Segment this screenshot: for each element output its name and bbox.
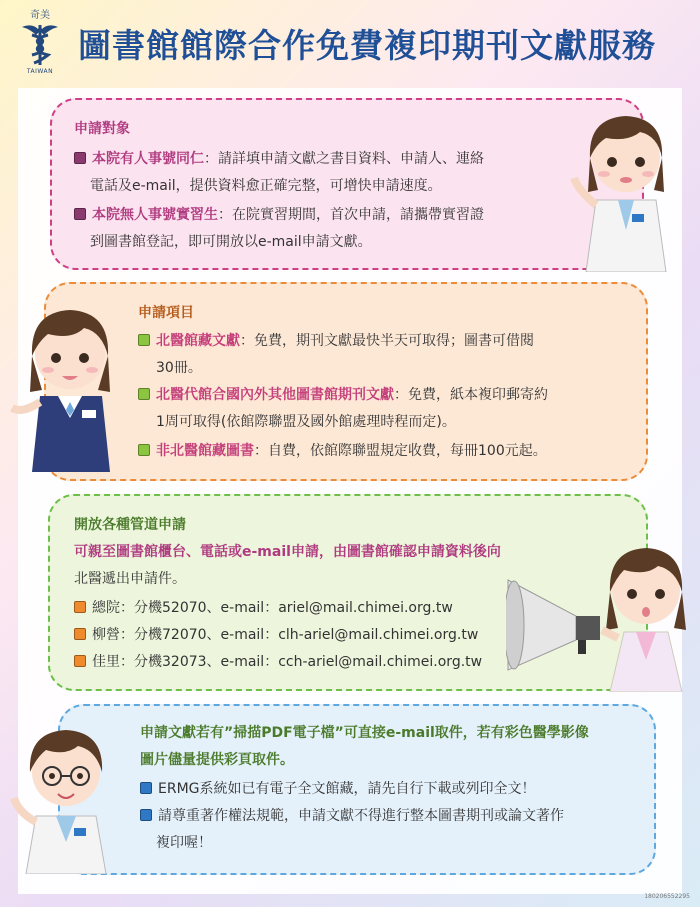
item-continuation: 到圖書館登記，即可開放以e-mail申請文獻。 — [90, 234, 372, 250]
item-label: 北醫代館合國內外其他圖書館期刊文獻 — [156, 387, 394, 403]
list-item — [140, 778, 536, 798]
list-item — [138, 440, 547, 460]
section-title: 申請對象 — [74, 121, 130, 137]
item-text: ：免費，紙本複印郵寄約 — [394, 387, 548, 403]
item-label: 北醫館藏文獻 — [156, 333, 240, 349]
intro-text: 申請文獻若有”掃描PDF電子檔”可直接e-mail取件，若有彩色醫學影像 — [140, 725, 589, 741]
contact-item — [74, 624, 478, 644]
logo-text-top: 奇美 — [30, 10, 50, 21]
page-title: 圖書館館際合作免費複印期刊文獻服務 — [78, 26, 656, 65]
item-label: 本院有人事號同仁 — [92, 151, 204, 167]
boy-doctor-character-icon — [4, 716, 128, 874]
contact-item — [74, 597, 453, 617]
item-continuation: 電話及e-mail，提供資料愈正確完整，可增快申請速度。 — [90, 178, 442, 194]
item-continuation: 1周可取得(依館際聯盟及國外館處理時程而定)。 — [156, 414, 456, 430]
contact-text: 佳里：分機32073、e-mail：cch-ariel@mail.chimei.org.tw — [92, 654, 483, 670]
item-label: 本院無人事號實習生 — [92, 207, 218, 223]
bullet-icon — [74, 655, 86, 667]
bullet-icon — [138, 334, 150, 346]
item-label: 非北醫館藏圖書 — [156, 443, 254, 459]
list-item — [74, 148, 484, 168]
girl-doctor-character-icon — [566, 100, 686, 272]
document-code: 180206552295 — [644, 893, 690, 900]
bullet-icon — [74, 152, 86, 164]
bullet-icon — [74, 208, 86, 220]
item-text: ：請詳填申請文獻之書目資料、申請人、連絡 — [204, 151, 484, 167]
list-item — [74, 204, 484, 224]
section-notes — [58, 704, 656, 875]
bullet-icon — [74, 628, 86, 640]
intro-text: 北醫遞出申請件。 — [74, 571, 186, 587]
section-title: 開放各種管道申請 — [74, 517, 186, 533]
item-continuation: 複印喔！ — [156, 835, 212, 851]
item-text: 請尊重著作權法規範，申請文獻不得進行整本圖書期刊或論文著作 — [158, 808, 564, 824]
caduceus-icon — [20, 19, 60, 67]
item-text: ：免費，期刊文獻最快半天可取得；圖書可借閱 — [240, 333, 534, 349]
list-item — [138, 384, 548, 404]
intro-text: 可親至圖書館櫃台、電話或e-mail申請，由圖書館確認申請資料後向 — [74, 544, 501, 560]
bullet-icon — [140, 782, 152, 794]
bullet-icon — [74, 601, 86, 613]
bullet-icon — [140, 809, 152, 821]
bullet-icon — [138, 444, 150, 456]
contact-text: 柳營：分機72070、e-mail：clh-ariel@mail.chimei.org.tw — [92, 627, 479, 643]
item-continuation: 30冊。 — [156, 360, 202, 376]
list-item — [138, 330, 534, 350]
section-title: 申請項目 — [138, 305, 194, 321]
item-text: ：自費，依館際聯盟規定收費，每冊100元起。 — [254, 443, 547, 459]
item-text: ：在院實習期間，首次申請，請攜帶實習證 — [218, 207, 484, 223]
contact-text: 總院：分機52070、e-mail：ariel@mail.chimei.org.tw — [92, 600, 453, 616]
bullet-icon — [138, 388, 150, 400]
item-text: ERMG系統如已有電子全文館藏，請先自行下載或列印全文！ — [158, 781, 536, 797]
hospital-logo — [16, 6, 64, 78]
list-item — [140, 805, 564, 825]
contact-item — [74, 651, 482, 671]
section-items — [44, 282, 648, 481]
intro-text: 圖片儘量提供彩頁取件。 — [140, 752, 294, 768]
logo-text-bottom: TAIWAN — [26, 68, 54, 75]
megaphone-character-icon — [506, 520, 694, 692]
section-applicants — [50, 98, 644, 270]
girl-staff-character-icon — [6, 292, 131, 472]
